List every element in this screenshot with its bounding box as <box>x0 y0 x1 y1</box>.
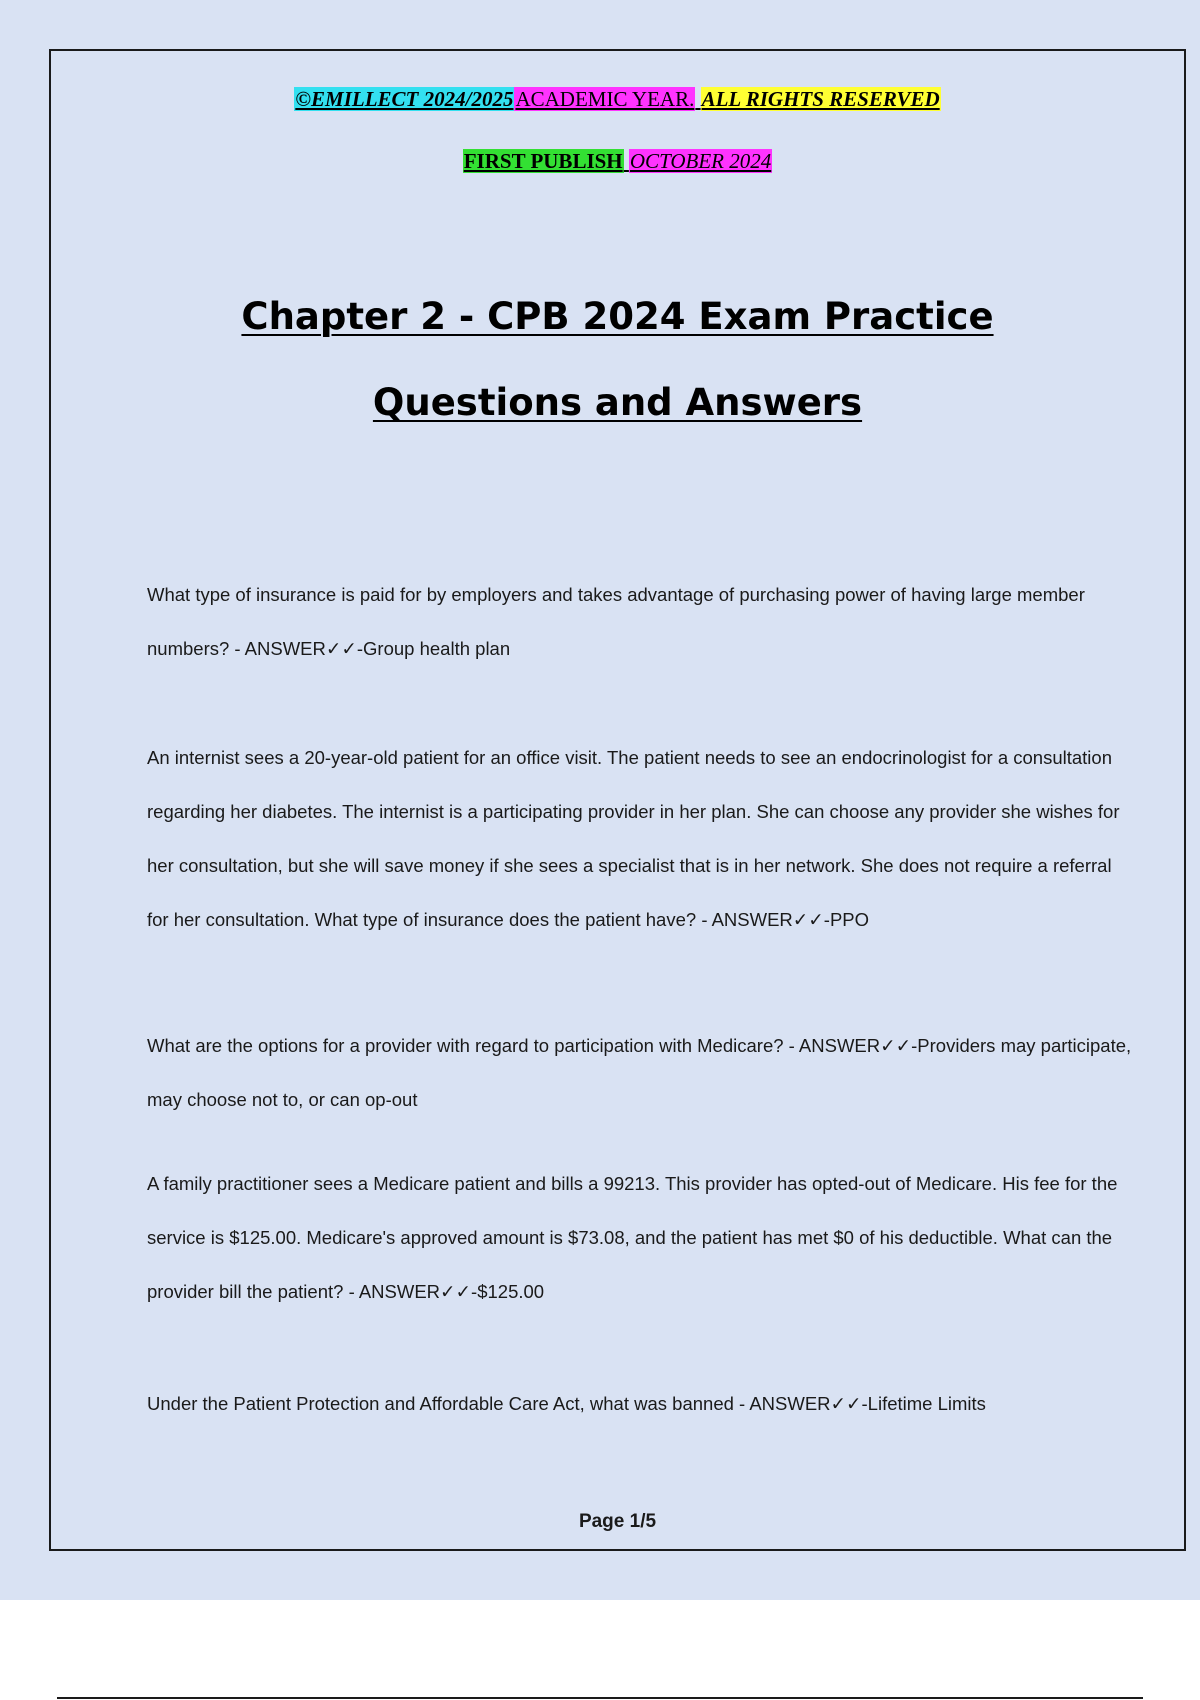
next-page-rule <box>57 1697 1143 1699</box>
header-line-1 <box>51 87 1184 112</box>
question-answer-2: An internist sees a 20-year-old patient for an office visit. The patient needs to see an endocrinologist for a consultation regarding her diabetes. The internist is a participating provider in her plan. She can choose any provider she wishes for her consultation, but she will save money if she sees a specialist that is in her network. She does not require a referral for her consultation. What type of insurance does the patient have? - ANSWER✓✓-PPO <box>147 747 1120 930</box>
copyright-highlight: ©EMILLECT 2024/2025 <box>295 87 514 111</box>
header-line-2 <box>51 149 1184 174</box>
page-number: Page 1/5 <box>578 1511 657 1532</box>
question-answer-5: Under the Patient Protection and Affordable Care Act, what was banned - ANSWER✓✓-Lifetime Limits <box>147 1393 986 1414</box>
document-title-line-1: Chapter 2 - CPB 2024 Exam Practice <box>241 295 994 338</box>
question-answer-3: What are the options for a provider with regard to participation with Medicare? - ANSWER✓✓-Providers may participate, may choose not to, or can op-out <box>147 1035 1132 1110</box>
question-answer-1: What type of insurance is paid for by employers and takes advantage of purchasing power of having large member numbers? - ANSWER✓✓-Group health plan <box>147 584 1085 659</box>
document-title-line-2: Questions and Answers <box>372 381 863 424</box>
publish-date-highlight: OCTOBER 2024 <box>629 149 772 173</box>
rights-reserved-highlight: ALL RIGHTS RESERVED <box>701 87 940 111</box>
academic-year-highlight: ACADEMIC YEAR. <box>515 87 695 111</box>
first-publish-highlight: FIRST PUBLISH <box>463 149 623 173</box>
document-page <box>49 49 1186 1551</box>
question-answer-4: A family practitioner sees a Medicare patient and bills a 99213. This provider has opted-out of Medicare. His fee for the service is $125.00. Medicare's approved amount is $73.08, and the patient has met $0 of his deductible. What can the provider bill the patient? - ANSWER✓✓-$125.00 <box>147 1173 1118 1302</box>
